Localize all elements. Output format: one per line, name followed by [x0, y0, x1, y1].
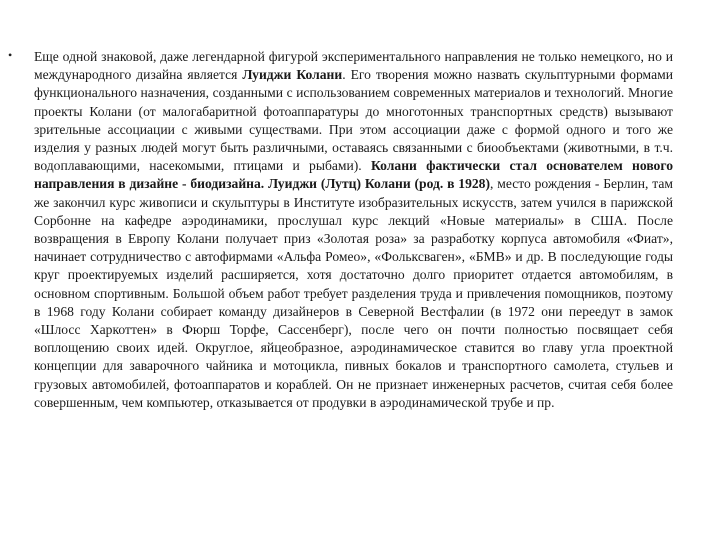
designer-name: Луиджи Колани: [242, 67, 343, 83]
body-paragraph: [34, 48, 673, 412]
bullet-point: •: [8, 48, 13, 62]
text-segment-intro: Еще одной знаковой, даже легендарной фигурой экспериментального направления не только немецкого, но и международного дизайна является: [34, 49, 673, 83]
biodesign-statement: Колани фактически стал основателем нового направления в дизайне - биодизайна. Луиджи (Лутц) Колани (род. в 1928): [34, 158, 673, 192]
text-segment-description: . Его творения можно назвать скульптурными формами функционального назначения, созданными с использованием современных материалов и технологий. Многие проекты Колани (от малогабаритной фотоаппаратуры до многотонных транспортных средств) вызывают зрительные ассоциации с живыми существами. При этом ассоциации даже с формой одного и того же изделия у разных людей могут быть различными, оставаясь связанными с биообъектами (животными, в т.ч. водоплавающими, насекомыми, птицами и рыбами).: [34, 67, 673, 174]
text-segment-biography: , место рождения - Берлин, там же закончил курс живописи и скульптуры в Институте изобразительных искусств, затем учился в парижской Сорбонне на кафедре аэродинамики, прослушал курс лекций «Новые материалы» в США. После возвращения в Европу Колани получает приз «Золотая роза» за разработку корпуса автомобиля «Фиат», начинает сотрудничество с автофирмами «Альфа Ромео», «Фольксваген», «БМВ» и др. В последующие годы круг проектируемых изделий расширяется, хотя достаточно долго приоритет отдается автомобилям, в основном спортивным. Большой объем работ требует разделения труда и привлечения помощников, поэтому в 1968 году Колани собирает команду дизайнеров в Северной Вестфалии (в 1972 они переедут в замок «Шлосс Харкоттен» в Фюрш Торфе, Сассенберг), после чего он почти полностью посвящает себя воплощению своих идей. Округлое, яйцеобразное, аэродинамическое ставится во главу угла проектной концепции для заварочного чайника и мотоцикла, пивных бокалов и транспортного самолета, стульев и грузовых автомобилей, фотоаппаратов и кораблей. Он не признает инженерных расчетов, считая себя более совершенным, чем компьютер, отказывается от продувки в аэродинамической трубе и пр.: [34, 176, 673, 410]
